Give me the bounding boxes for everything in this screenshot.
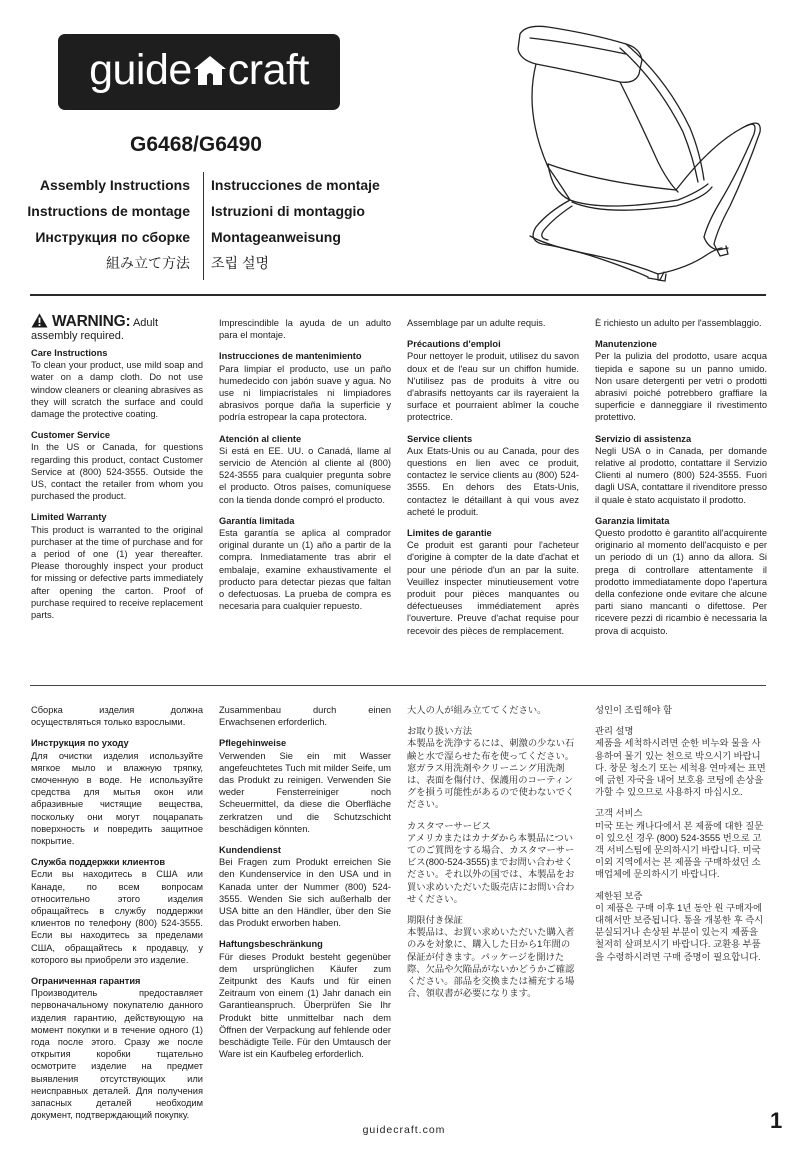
title-de: Montageanweisung (211, 229, 341, 245)
es-care-heading: Instrucciones de mantenimiento (219, 351, 362, 362)
logo-text-craft: craft (227, 46, 309, 94)
section-russian (31, 704, 203, 1131)
titles-right (211, 174, 380, 278)
es-warranty-text: Esta garantía se aplica al comprador original durante un (1) año a partir de la compra. Inmediatamente tras abrir el embalaje, examine exhaustivamente el producto para detectar piezas que faltan o defectuosas. La prueba de compra es necesaria para cualquier repuesto. (219, 528, 391, 612)
ru-service-text: Если вы находитесь в США или Канаде, по всем вопросам относительно этого изделия обращайтесь в службу поддержки клиентов по телефону (800) 524-3555. Если вы находитесь за пределами США, обращайтесь к продавцу, у которого вы приобрели это изделие. (31, 869, 203, 965)
ja-intro: 大人の人が組み立ててください。 (407, 705, 547, 715)
es-intro: Imprescindible la ayuda de un adulto para el montaje. (219, 318, 391, 341)
ja-service-text: アメリカまたはカナダから本製品についてのご質問をする場合、カスタマーサービス(800-524-3555)までお問い合わせください。それ以外の国では、本製品をお買い求めいただいた販売店にお問い合わせください。 (407, 832, 575, 904)
ja-warranty-text: 本製品は、お買い求めいただいた購入者のみを対象に、購入した日から1年間の保証が付きます。パッケージを開けた際、欠品や欠陥品がないかどうかご確認ください。部品を交換または補充する場合、領収書が必要になります。 (407, 927, 575, 999)
it-warranty-text: Questo prodotto è garantito all'acquirente originario al momento dell'acquisto e per un periodo di un (1) anno da allora. Si prega di controllare attentamente il prodotto immediatamente dopo l'apertura della confezione onde evitare che alcune parti siano mancanti o difettose. Per ricevere pezzi di ricambio è necessaria la prova di acquisto. (595, 528, 767, 636)
ja-warranty-heading: 期限付き保証 (407, 915, 463, 926)
fr-service-heading: Service clients (407, 433, 473, 444)
title-ja: 組み立て方法 (106, 255, 190, 271)
fr-intro: Assemblage par un adulte requis. (407, 318, 546, 328)
ru-warranty-text: Производитель предоставляет первоначальному покупателю данного изделия гарантию, действующую на момент покупки и в течение одного (1) года после этого. Сразу же после открытия коробки тщательно осмотрите изделие на предмет выявления отсутствующих или неисправных деталей. Для получения запасных деталей необходим документ, подтверждающий покупку. (31, 988, 203, 1121)
section-japanese (407, 704, 579, 1008)
ru-care-text: Для очистки изделия используйте мягкое мыло и влажную тряпку, смоченную в воде. Не используйте средства для мытья окон или абразивные чистящие вещества, поскольку они могут поцарапать поверхность и повредить защитное покрытие. (31, 750, 203, 847)
section-italian (595, 317, 767, 646)
section-korean (595, 704, 767, 972)
de-service-text: Bei Fragen zum Produkt erreichen Sie den Kundenservice in den USA und in Kanada unter der Nummer (800) 524-3555. Wenden Sie sich außerhalb der USA bitte an den Händler, über den Sie das Produkt erworben haben. (219, 857, 391, 929)
logo-text-guide: guide (89, 46, 192, 94)
ko-warranty-heading: 제한된 보증 (595, 890, 643, 901)
es-care-text: Para limpiar el producto, use un paño humedecido con jabón suave y agua. No use ni limpiacristales ni limpiadores abrasivos porque daña la superficie y podría estropear la capa protectora. (219, 363, 391, 423)
ko-care-heading: 관리 설명 (595, 726, 634, 737)
title-ko: 조립 설명 (211, 255, 269, 271)
titles-left (27, 174, 190, 278)
ko-care-text: 제품을 세척하시려면 순한 비누와 물을 사용하여 물기 있는 천으로 박으시기 바랍니다. 창문 청소기 또는 세척용 연마제는 표면에 긁힌 자국을 내어 보호용 코팅에 손상을 가할 수 있으므로 사용하지 마십시오. (595, 738, 766, 798)
warning-triangle-icon (31, 313, 48, 328)
de-care-text: Verwenden Sie ein mit Wasser angefeuchtetes Tuch mit milder Seife, um das Produkt zu reinigen. Verwenden Sie weder Fensterreiniger noch Scheuermittel, da diese die Oberfläche zerkratzen und die Schutzschicht beschädigen könnten. (219, 750, 391, 834)
section-english (31, 313, 203, 630)
it-service-text: Negli USA o in Canada, per domande relative al prodotto, contattare il Servizio Clienti al numero (800) 524-3555. Fuori dagli USA, contattare il rivenditore presso il quale è stato acquistato il prodotto. (595, 445, 767, 505)
ja-care-heading: お取り扱い方法 (407, 726, 473, 737)
ko-service-text: 미국 또는 캐나다에서 본 제품에 대한 질문이 있으신 경우 (800) 524-3555 번으로 고객 서비스팀에 문의하시기 바랍니다. 미국 이외 지역에서는 본 제품을 구매하셨던 소매업체에 문의하시기 바랍니다. (595, 820, 764, 880)
header-divider (30, 294, 766, 296)
section-french (407, 317, 579, 646)
it-care-heading: Manutenzione (595, 339, 657, 350)
fr-care-text: Pour nettoyer le produit, utilisez du savon doux et de l'eau sur un chiffon humide. N'utilisez pas de produits à vitre ou d'abrasifs nettoyants car ils rayeraient la surface et pourraient abîmer la couche protectrice. (407, 351, 579, 423)
en-warranty-heading: Limited Warranty (31, 512, 107, 523)
guidecraft-logo (58, 34, 340, 110)
ko-service-heading: 고객 서비스 (595, 808, 643, 819)
fr-service-text: Aux Etats-Unis ou au Canada, pour des questions en lien avec ce produit, contactez le service clients au (800) 524-3555. En dehors des Etats-Unis, contactez le détaillant à qui vous avez acheté le produit. (407, 445, 579, 517)
chair-illustration (508, 22, 768, 284)
it-warranty-heading: Garanzia limitata (595, 515, 670, 526)
it-service-heading: Servizio di assistenza (595, 433, 692, 444)
title-fr: Instructions de montage (27, 203, 190, 219)
warning-word: WARNING: (52, 313, 131, 330)
fr-care-heading: Précautions d'emploi (407, 339, 501, 350)
de-warranty-heading: Haftungsbeschränkung (219, 939, 323, 950)
ru-warranty-heading: Ограниченная гарантия (31, 976, 141, 987)
title-it: Istruzioni di montaggio (211, 203, 365, 219)
footer-url: guidecraft.com (362, 1124, 446, 1136)
fr-warranty-heading: Limites de garantie (407, 528, 492, 539)
ja-service-heading: カスタマーサービス (407, 820, 491, 831)
ja-care-text: 本製品を洗浄するには、刺激の少ない石鹸と水で湿らせた布を使ってください。窓ガラス用洗剤やクリーニング用洗剤は、表面を傷付け、保護用のコーティングを損う可能性があるので使わないでください。 (407, 738, 575, 810)
title-es: Instrucciones de montaje (211, 177, 380, 193)
ru-intro: Сборка изделия должна осуществляться только взрослыми. (31, 705, 203, 728)
section-german (219, 704, 391, 1069)
ko-warranty-text: 이 제품은 구매 이후 1년 동안 원 구매자에 대해서만 보증됩니다. 통을 개봉한 후 즉시 분실되거나 손상된 부분이 있는지 제품을 철저히 살펴보시기 바랍니다. 교환용 부품을 수령하시려면 구매 증명이 필요합니다. (595, 902, 764, 962)
ru-care-heading: Инструкция по уходу (31, 738, 129, 749)
en-warranty-text: This product is warranted to the original purchaser at the time of purchase and for a period of one (1) year thereafter. Please thoroughly inspect your product for missing or defective parts immediately after opening the carton. Proof of purchase required to receive replacement parts. (31, 524, 203, 621)
fr-warranty-text: Ce produit est garanti pour l'acheteur d'origine à compter de la date d'achat et pour une période d'un an par la suite. Veuillez inspecter minutieusement votre produit pour pièces manquantes ou défectueuses immédiatement après l'ouverture. Preuve d'achat requise pour recevoir des pièces de remplacement. (407, 540, 579, 636)
it-intro: È richiesto un adulto per l'assemblaggio. (595, 318, 762, 328)
section-spanish (219, 317, 391, 621)
de-service-heading: Kundendienst (219, 845, 281, 856)
en-service-heading: Customer Service (31, 430, 111, 441)
title-divider (203, 172, 204, 280)
en-care-text: To clean your product, use mild soap and water on a damp cloth. Do not use window cleaners or cleaning abrasives as they will scratch the surface and could damage the protective coating. (31, 360, 203, 420)
warning-banner (31, 313, 203, 343)
model-number: G6468/G6490 (130, 133, 262, 156)
en-care-heading: Care Instructions (31, 348, 108, 358)
de-intro: Zusammenbau durch einen Erwachsenen erforderlich. (219, 705, 391, 728)
it-care-text: Per la pulizia del prodotto, usare acqua tiepida e sapone su un panno umido. Non usare detergenti per vetri o prodotti abrasivi poiché potrebbero graffiare la superficie e danneggiare il rivestimento protettivo. (595, 351, 767, 423)
es-service-heading: Atención al cliente (219, 433, 302, 444)
es-service-text: Si está en EE. UU. o Canadá, llame al servicio de Atención al cliente al (800) 524-3555 para cualquier pregunta sobre el producto. Otros países, comuníquese con la tienda donde compró el producto. (219, 445, 391, 505)
title-en: Assembly Instructions (39, 177, 190, 193)
ru-service-heading: Служба поддержки клиентов (31, 857, 166, 868)
warning-label: Adult assembly required. (31, 317, 159, 342)
middle-divider (30, 685, 766, 686)
es-warranty-heading: Garantía limitada (219, 515, 295, 526)
title-ru: Инструкция по сборке (35, 229, 190, 245)
house-icon (193, 48, 227, 80)
de-care-heading: Pflegehinweise (219, 738, 287, 749)
en-service-text: In the US or Canada, for questions regarding this product, contact Customer Service at (800) 524-3555. Outside the US, contact the retailer from whom you purchased the product. (31, 442, 203, 502)
de-warranty-text: Für dieses Produkt besteht gegenüber dem ursprünglichen Käufer zum Zeitpunkt des Kaufs und für einen Zeitraum von einem (1) Jahr danach ein Garantieanspruch. Überprüfen Sie Ihr Produkt bitte unmittelbar nach dem Öffnen der Verpackung auf fehlende oder beschädigte Teile. Für den Umtausch der Ware ist ein Kaufbeleg erforderlich. (219, 951, 391, 1060)
page-number: 1 (770, 1108, 783, 1133)
ko-intro: 성인이 조립해야 함 (595, 705, 673, 715)
